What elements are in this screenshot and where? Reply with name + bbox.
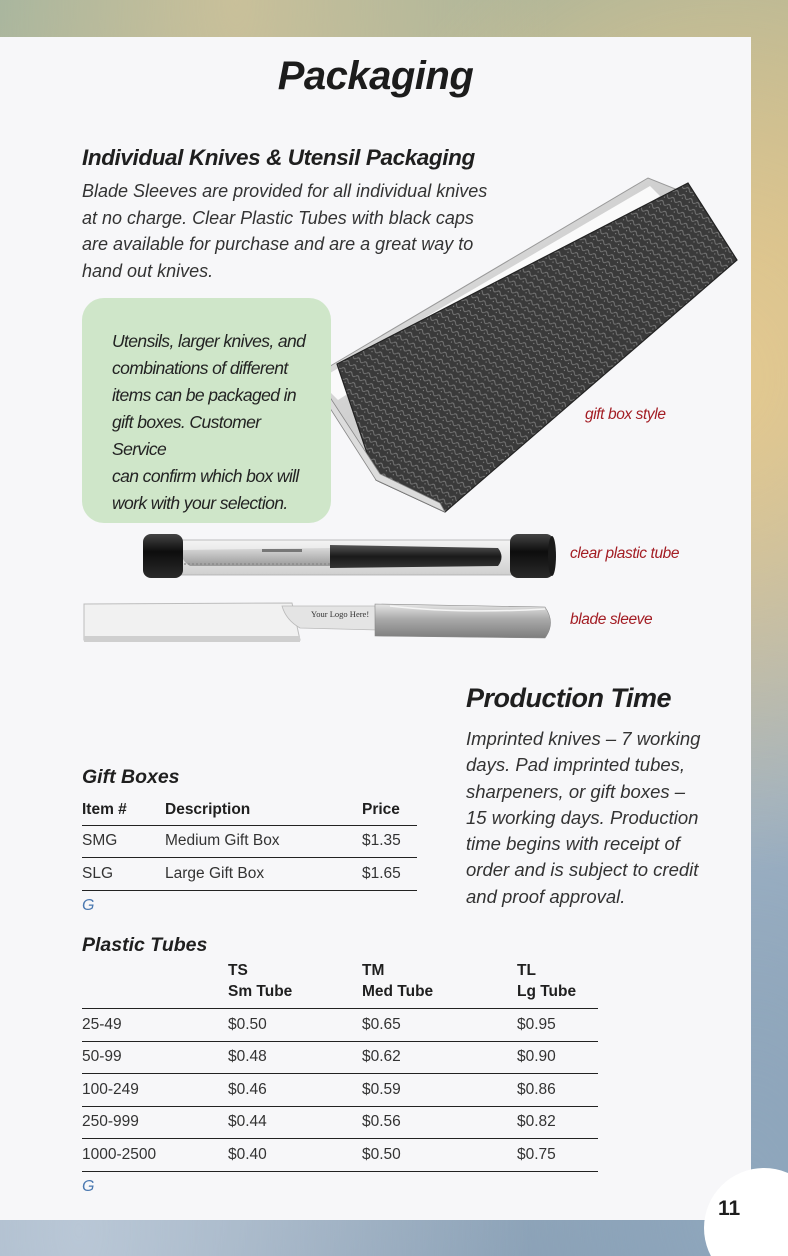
header-code: TL — [517, 962, 536, 979]
table-cell: $0.50 — [228, 1009, 362, 1042]
table-cell: Medium Gift Box — [165, 825, 362, 858]
callout-line: gift boxes. Customer Service — [112, 412, 261, 459]
table-cell: SLG — [82, 858, 165, 891]
table-cell: $1.65 — [362, 858, 417, 891]
callout-line: items can be packaged in — [112, 385, 297, 405]
column-header: Item # — [82, 800, 127, 818]
table-header-row — [82, 796, 417, 825]
column-header: Price — [362, 800, 400, 818]
callout-line: can confirm which box will — [112, 466, 299, 486]
column-header — [228, 960, 362, 1009]
plastic-tubes-table — [82, 960, 598, 1172]
blade-sleeve-caption: blade sleeve — [570, 611, 653, 628]
text-line: are available for purchase and are a great way to — [82, 234, 474, 254]
table-row — [82, 858, 417, 891]
text-line: order and is subject to credit — [466, 859, 699, 881]
table-cell: 100-249 — [82, 1074, 228, 1107]
text-line: Blade Sleeves are provided for all individual knives — [82, 181, 488, 201]
sleeve-logo-text: Your Logo Here! — [311, 609, 370, 619]
column-header — [82, 960, 228, 1009]
callout-line: work with your selection. — [112, 493, 288, 513]
header-name: Sm Tube — [228, 983, 293, 1000]
table-cell: $0.56 — [362, 1106, 517, 1139]
text-line: time begins with receipt of — [466, 833, 680, 855]
column-header — [362, 960, 517, 1009]
table-cell: $1.35 — [362, 825, 417, 858]
callout-line: combinations of different — [112, 358, 288, 378]
table-cell: $0.62 — [362, 1041, 517, 1074]
text-line: sharpeners, or gift boxes – — [466, 780, 686, 802]
table-cell: 50-99 — [82, 1041, 228, 1074]
table-row — [82, 1041, 598, 1074]
table-cell: $0.46 — [228, 1074, 362, 1107]
table-cell: $0.95 — [517, 1009, 598, 1042]
header-code: TS — [228, 962, 248, 979]
production-time-heading: Production Time — [466, 683, 672, 713]
table-header-row — [82, 960, 598, 1009]
gift-boxes-heading: Gift Boxes — [82, 766, 180, 788]
table-cell: $0.50 — [362, 1139, 517, 1172]
header-name: Med Tube — [362, 983, 434, 1000]
header-code: TM — [362, 962, 385, 979]
column-header: Description — [165, 800, 251, 818]
plastic-tubes-g-mark: G — [82, 1178, 95, 1195]
table-cell: Large Gift Box — [165, 858, 362, 891]
production-time-text — [466, 726, 736, 910]
table-row — [82, 1009, 598, 1042]
table-cell: $0.75 — [517, 1139, 598, 1172]
gift-boxes-table — [82, 796, 417, 891]
table-cell: 250-999 — [82, 1106, 228, 1139]
plastic-tubes-heading: Plastic Tubes — [82, 934, 208, 956]
table-cell: 25-49 — [82, 1009, 228, 1042]
text-line: hand out knives. — [82, 260, 214, 281]
table-row — [82, 1139, 598, 1172]
gift-boxes-g-mark: G — [82, 897, 95, 914]
header-name: Lg Tube — [517, 983, 577, 1000]
text-line: at no charge. Clear Plastic Tubes with black caps — [82, 207, 474, 228]
table-cell: $0.44 — [228, 1106, 362, 1139]
table-cell: $0.40 — [228, 1139, 362, 1172]
table-cell: $0.90 — [517, 1041, 598, 1074]
page-number: 11 — [718, 1197, 741, 1220]
text-line: and proof approval. — [466, 885, 626, 907]
table-cell: $0.82 — [517, 1106, 598, 1139]
callout-line: Utensils, larger knives, and — [112, 331, 306, 351]
table-row — [82, 1106, 598, 1139]
plastic-tube-caption: clear plastic tube — [570, 545, 680, 562]
text-line: Imprinted knives – 7 working — [466, 728, 701, 749]
individual-packaging-heading: Individual Knives & Utensil Packaging — [82, 145, 475, 170]
table-cell: $0.59 — [362, 1074, 517, 1107]
table-row — [82, 1074, 598, 1107]
page-title: Packaging — [277, 54, 474, 98]
table-cell: $0.48 — [228, 1041, 362, 1074]
table-cell: $0.86 — [517, 1074, 598, 1107]
table-row — [82, 825, 417, 858]
column-header — [517, 960, 598, 1009]
table-cell: SMG — [82, 825, 165, 858]
table-cell: 1000-2500 — [82, 1139, 228, 1172]
table-cell: $0.65 — [362, 1009, 517, 1042]
gift-box-caption: gift box style — [585, 406, 666, 423]
text-line: days. Pad imprinted tubes, — [466, 754, 686, 776]
text-line: 15 working days. Production — [466, 806, 699, 828]
